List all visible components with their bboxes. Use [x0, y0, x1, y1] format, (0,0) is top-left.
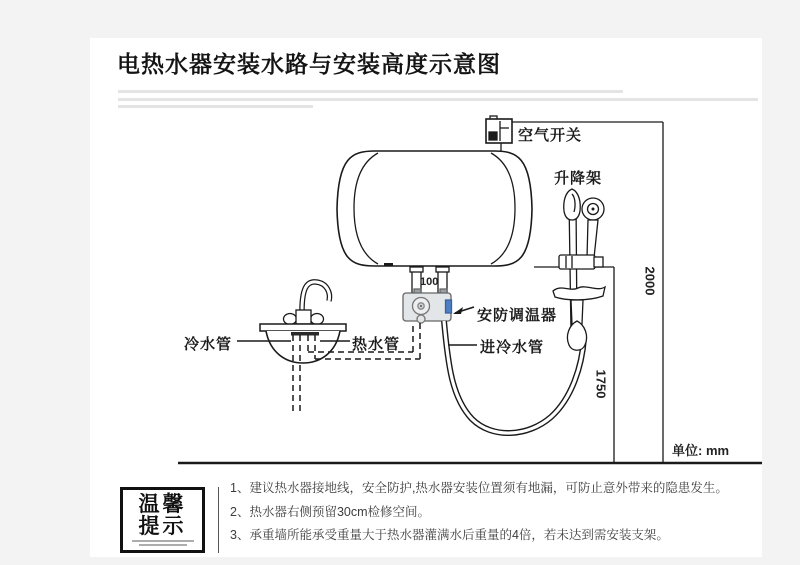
tip-item-1: 1、建议热水器接地线，安全防护,热水器安装位置须有地漏，可防止意外带来的隐患发生。: [230, 481, 728, 495]
hot-pipe-label: 热水管: [352, 336, 401, 353]
air-switch-label: 空气开关: [518, 127, 583, 144]
dimension-2000: 2000: [642, 266, 658, 296]
cold-inlet-label: 进冷水管: [480, 339, 545, 356]
warm-tips-badge: [120, 487, 205, 553]
badge-text-line1: 温馨: [138, 493, 187, 516]
lift-bracket: [553, 189, 605, 350]
sink-rim: [260, 324, 346, 331]
thermostat-label: 安防调温器: [477, 307, 558, 324]
badge-fine-print-line: [139, 544, 187, 546]
air-switch-icon: [486, 116, 512, 153]
cold-pipe-label: 冷水管: [184, 336, 233, 353]
thermostat-valve: [403, 289, 452, 323]
badge-fine-print-line: [132, 540, 194, 542]
sink: [260, 282, 346, 363]
tips-divider: [218, 487, 219, 553]
sink-bowl: [266, 331, 340, 363]
lift-bracket-label: 升降架: [554, 170, 603, 187]
badge-text-line2: 提示: [138, 515, 187, 538]
unit-label: 单位: mm: [672, 443, 730, 458]
dimension-1750: 1750: [593, 369, 609, 399]
valve-blue-indicator: [446, 300, 452, 313]
water-heater-tank: [337, 151, 532, 266]
faucet-base: [296, 310, 311, 324]
tip-item-3: 3、承重墙所能承受重量大于热水器灌满水后重量的4倍，若未达到需安装支架。: [230, 528, 669, 542]
page-title: 电热水器安装水路与安装高度示意图: [117, 51, 501, 77]
soap-dish: [553, 287, 605, 300]
rail-slider: [559, 255, 595, 269]
tip-item-2: 2、热水器右侧预留30cm检修空间。: [230, 504, 431, 519]
dimension-100: 100: [420, 276, 439, 288]
